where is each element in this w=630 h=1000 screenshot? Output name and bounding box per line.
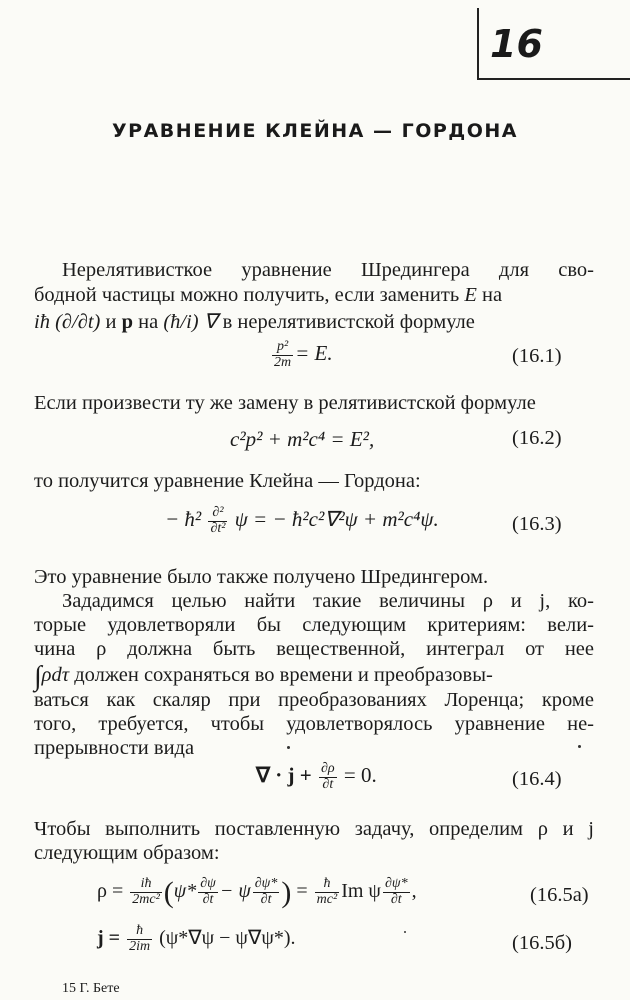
fraction: $\frac{\text{∂²}}{\text{∂t²}}$ [210,505,226,536]
equation-16-1: $\frac{\text{p²}}{2m}$ = E. [274,339,333,370]
equation-number: (16.2) [512,427,562,449]
chapter-title: УРАВНЕНИЕ КЛЕЙНА — ГОРДОНА [112,120,518,142]
paragraph-line: Если произвести ту же замену в релятивистской формуле [34,392,536,414]
paragraph-line: ∫ρdτ должен сохраняться во времени и преобразовы- [34,661,493,692]
print-speck [404,931,406,933]
paragraph-line: того, требуется, чтобы удовлетворялось уравнение не- [34,713,594,735]
paragraph-line: прерывности вида [34,737,195,759]
fraction: $\frac{ħ}{\text{mc²}}$ [316,876,338,907]
paragraph-line: следующим образом: [34,842,220,864]
paragraph-line: Зададимся целью найти такие величины ρ и j, ко- [62,590,594,612]
chapter-number: 16 [490,22,543,66]
integral-sign: ∫ [34,661,42,692]
equation-number: (16.3) [512,513,562,535]
paragraph-line: Это уравнение было также получено Шредингером. [34,566,489,588]
paragraph-line: то получится уравнение Клейна — Гордона: [34,470,421,492]
math-variable: E [464,284,477,306]
equation-16-5b: j = $\frac{ħ}{2im}$ (ψ*∇ψ − ψ∇ψ*). [97,923,296,954]
print-speck [578,745,581,748]
page-footer: 15 Г. Бете [62,981,120,996]
paragraph-line: бодной частицы можно получить, если заменить E на [34,284,503,306]
equation-number: (16.4) [512,768,562,790]
fraction: $\frac{ħ}{2im}$ [129,923,151,954]
fraction: $\frac{\partial\psi*}{\partial t}$ [384,876,408,907]
fraction: $\frac{iħ}{\text{2mc²}}$ [132,876,160,907]
equation-16-3: − ħ² $\frac{\text{∂²}}{\text{∂t²}}$ ψ = − ħ²c²∇²ψ + m²c⁴ψ. [165,505,439,536]
equation-number: (16.5б) [512,932,572,954]
print-speck [287,746,290,749]
equation-16-4: ∇ · j + $\frac{\partial\rho}{\partial t}$ = 0. [256,761,377,792]
paragraph-line: торые удовлетворяли бы следующим критериям: вели- [34,614,594,636]
paragraph-line: Чтобы выполнить поставленную задачу, определим ρ и j [34,818,594,840]
equation-number: (16.5а) [530,884,589,906]
equation-number: (16.1) [512,345,562,367]
equation-16-5a: ρ = $\frac{iħ}{\text{2mc²}}$ (ψ* $\frac{\partial\psi}{\partial t}$ − ψ $\frac{\partial\psi*}{\partial t}$ ) = $\frac{ħ}{\text{mc²}}$ Im ψ $\frac{\partial\psi*}{\partial t}$ , [97,876,417,909]
paragraph-line: Нерелятивисткое уравнение Шредингера для сво- [62,259,594,281]
fraction: $\frac{\partial\psi*}{\partial t}$ [254,876,278,907]
fraction: $\frac{\text{p²}}{2m}$ [274,339,292,370]
paragraph-line: iħ (∂/∂t) и p на (ħ/i) ∇ в нерелятивистской формуле [34,311,475,333]
equation-16-2: c²p² + m²c⁴ = E², [230,427,375,451]
fraction: $\frac{\partial\rho}{\partial t}$ [321,761,335,792]
paragraph-line: ваться как скаляр при преобразованиях Лоренца; кроме [34,689,594,711]
paragraph-line: чина ρ должна быть вещественной, интеграл от нее [34,638,594,660]
fraction: $\frac{\partial\psi}{\partial t}$ [200,876,216,907]
